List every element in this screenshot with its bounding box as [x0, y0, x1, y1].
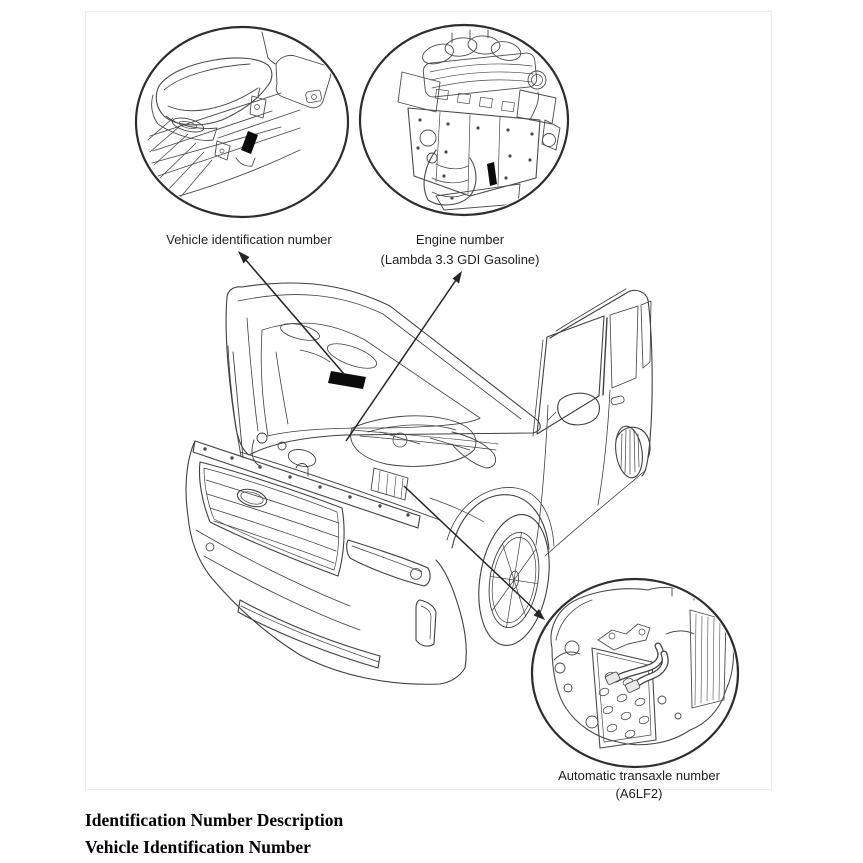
transaxle-caption-line1: Automatic transaxle number [558, 768, 720, 783]
subsection-heading: Vehicle Identification Number [85, 837, 311, 857]
vin-plate-marker [328, 371, 366, 389]
engine-inset-caption [381, 230, 540, 270]
engine-inset-circle [360, 25, 568, 215]
transaxle-arrow [404, 486, 545, 620]
rear-wheel [545, 424, 650, 556]
engine-caption-line1: Engine number [415, 232, 505, 247]
door-mirror [548, 393, 599, 425]
hood-open-panel [226, 283, 540, 455]
transaxle-inset-circle [532, 577, 738, 767]
door-handle [610, 395, 624, 405]
hood-prop-rod [228, 346, 243, 458]
front-fascia [186, 441, 466, 684]
vin-inset-circle [136, 27, 348, 217]
engine-caption-line2: (Lambda 3.3 GDI Gasoline) [380, 252, 540, 267]
transaxle-inset-caption [558, 767, 720, 803]
vin-inset-caption: Vehicle identification number [166, 232, 332, 247]
vin-arrow [238, 251, 344, 374]
transaxle-caption-line2: (A6LF2) [615, 786, 663, 801]
section-heading: Identification Number Description [85, 810, 344, 830]
engine-arrow [346, 271, 462, 441]
